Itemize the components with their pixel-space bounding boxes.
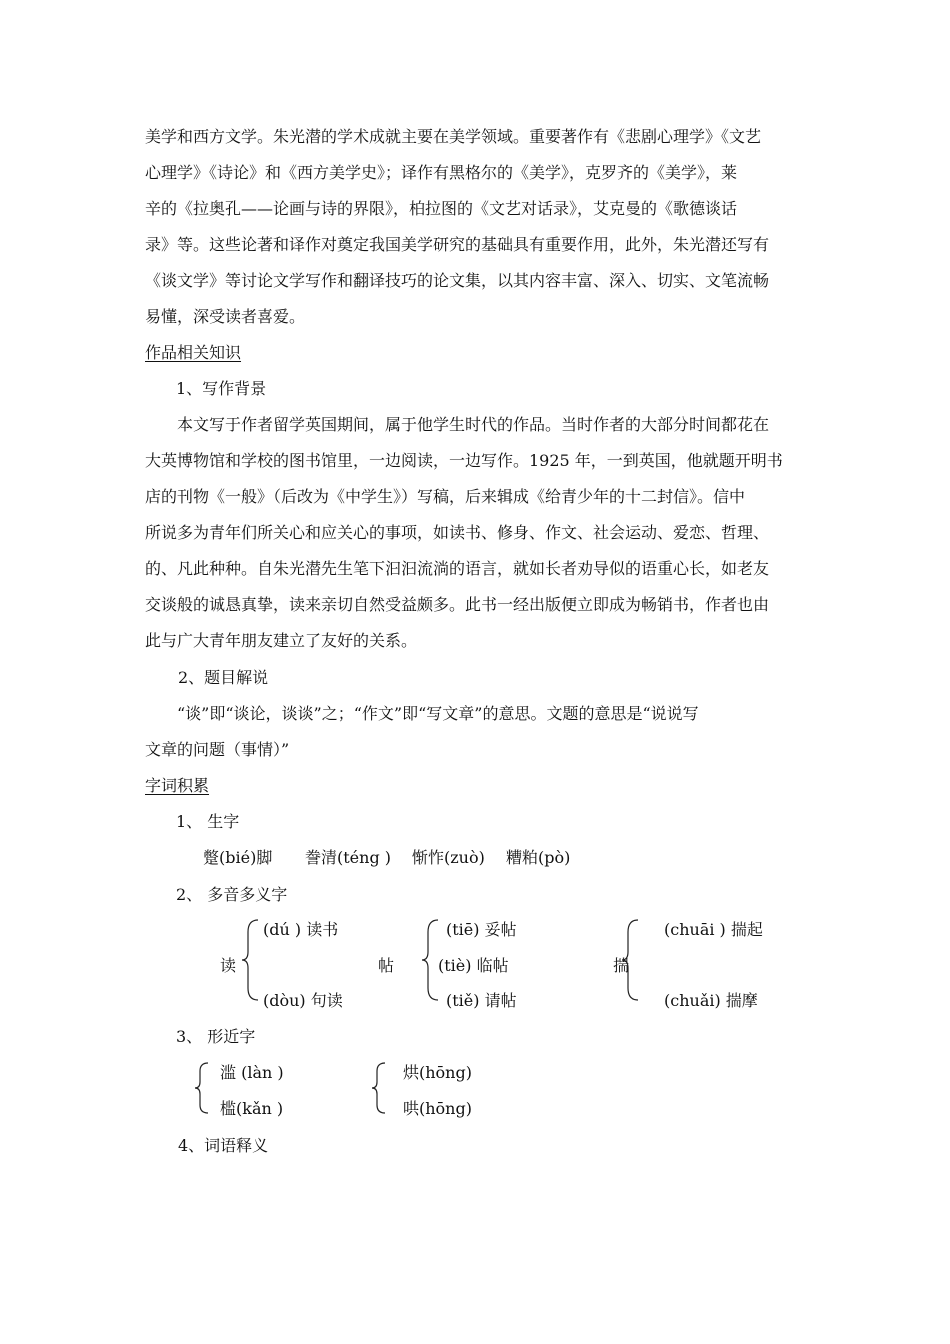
background-line-2: 大英博物馆和学校的图书馆里，一边阅读，一边写作。1925 年，一到英国，他就题开明书 (145, 451, 783, 470)
intro-line-1: 美学和西方文学。朱光潜的学术成就主要在美学领域。重要著作有《悲剧心理学》《文艺 (145, 127, 762, 146)
brace-icon (370, 1061, 388, 1115)
polyphone-chuai-reading-2: (chuǎi) 揣摩 (664, 991, 758, 1010)
polyphone-tie-reading-1: (tiē) 妥帖 (446, 920, 517, 939)
intro-line-5: 《谈文学》等讨论文学写作和翻译技巧的论文集，以其内容丰富、深入、切实、文笔流畅 (145, 271, 770, 290)
similar-2-b: 哄(hōng) (403, 1099, 472, 1118)
background-title: 1、写作背景 (176, 379, 267, 398)
background-line-1: 本文写于作者留学英国期间，属于他学生时代的作品。当时作者的大部分时间都花在 (177, 415, 770, 434)
brace-icon (193, 1061, 211, 1115)
background-line-4: 所说多为青年们所关心和应关心的事项，如读书、修身、作文、社会运动、爱恋、哲理、 (145, 523, 770, 542)
intro-line-2: 心理学》《诗论》和《西方美学史》；译作有黑格尔的《美学》，克罗齐的《美学》，莱 (145, 163, 738, 182)
intro-line-4: 录》等。这些论著和译作对奠定我国美学研究的基础具有重要作用，此外，朱光潜还写有 (145, 235, 770, 254)
similar-1-a: 滥 (làn ) (220, 1063, 284, 1082)
similar-title: 3、 形近字 (176, 1027, 256, 1046)
background-line-3: 店的刊物《一般》（后改为《中学生》）写稿，后来辑成《给青少年的十二封信》。信中 (145, 487, 746, 506)
brace-icon (240, 918, 262, 1002)
polyphone-char-tie: 帖 (378, 956, 395, 975)
new-char-4: 糟粕(pò) (506, 848, 571, 867)
background-line-6: 交谈般的诚恳真挚，读来亲切自然受益颇多。此书一经出版便立即成为畅销书，作者也由 (145, 595, 770, 614)
polyphone-du-reading-1: (dú ) 读书 (263, 920, 339, 939)
meanings-title: 4、词语释义 (178, 1136, 269, 1155)
intro-line-6: 易懂，深受读者喜爱。 (145, 307, 306, 326)
polyphone-tie-reading-2: (tiè) 临帖 (438, 956, 509, 975)
polyphone-du-reading-2: (dòu) 句读 (263, 991, 343, 1010)
polyphone-chuai-reading-1: (chuāi ) 揣起 (664, 920, 763, 939)
polyphone-char-chuai: 揣 (613, 956, 630, 975)
background-line-7: 此与广大青年朋友建立了友好的关系。 (145, 631, 418, 650)
intro-line-3: 辛的《拉奥孔——论画与诗的界限》，柏拉图的《文艺对话录》，艾克曼的《歌德谈话 (145, 199, 738, 218)
background-line-5: 的、凡此种种。自朱光潜先生笔下汩汩流淌的语言，就如长者劝导似的语重心长，如老友 (145, 559, 770, 578)
title-explain-line-2: 文章的问题（事情）” (145, 740, 290, 759)
similar-2-a: 烘(hōng) (403, 1063, 472, 1082)
polyphone-char-du: 读 (220, 956, 237, 975)
new-char-2: 誊清(téng ) (305, 848, 392, 867)
new-chars-title: 1、 生字 (176, 812, 240, 831)
polyphone-tie-reading-3: (tiě) 请帖 (446, 991, 517, 1010)
title-explain-title: 2、题目解说 (178, 668, 269, 687)
section-heading-words: 字词积累 (145, 776, 210, 795)
title-explain-line-1: “谈”即“谈论，谈谈”之；“作文”即“写文章”的意思。文题的意思是“说说写 (177, 704, 699, 723)
section-heading-knowledge: 作品相关知识 (145, 343, 242, 362)
similar-1-b: 槛(kǎn ) (220, 1099, 284, 1118)
new-char-3: 惭怍(zuò) (412, 848, 485, 867)
new-char-1: 蹩(bié)脚 (203, 848, 273, 867)
polyphones-title: 2、 多音多义字 (176, 885, 288, 904)
brace-icon (620, 918, 642, 1002)
